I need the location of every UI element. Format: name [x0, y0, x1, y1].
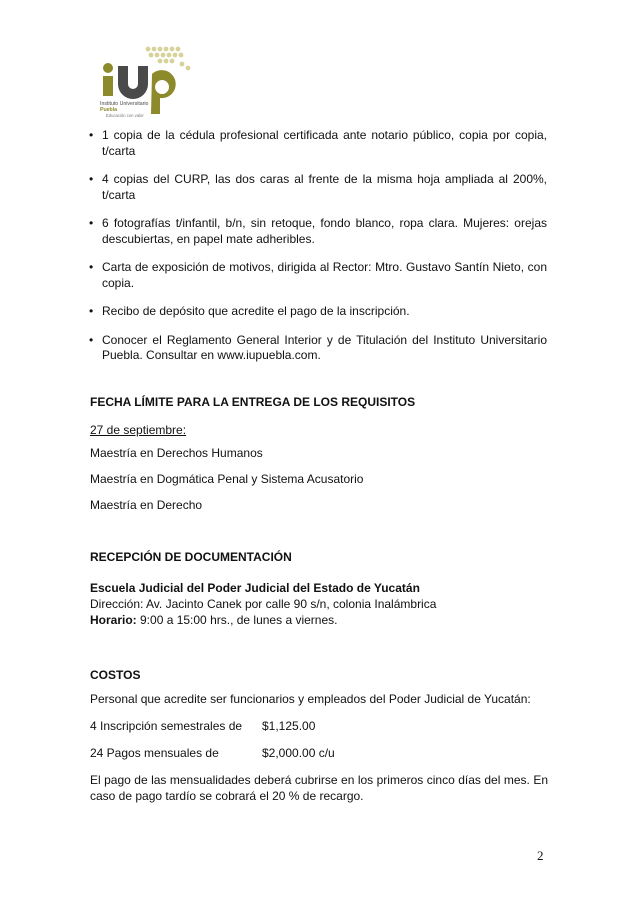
cost-label: 4 Inscripción semestrales de — [90, 719, 243, 733]
bullet-icon: • — [89, 216, 94, 230]
costos-note: El pago de las mensualidades deberá cubrirse en los primeros cinco días del mes. En caso de pago tardío se cobrará el 20 % de recargo. — [90, 773, 548, 803]
bullet-icon: • — [89, 304, 94, 318]
recepcion-place: Escuela Judicial del Poder Judicial del Estado de Yucatán — [90, 581, 420, 595]
bullet-icon: • — [89, 128, 94, 142]
bullet-icon: • — [89, 172, 94, 186]
cost-amount: $1,125.00 — [262, 719, 316, 733]
program-item: Maestría en Derechos Humanos — [90, 446, 263, 460]
list-item: • 4 copias del CURP, las dos caras al frente de la misma hoja ampliada al 200%, t/carta — [89, 172, 547, 202]
hours-value: 9:00 a 15:00 hrs., de lunes a viernes. — [136, 613, 338, 627]
recepcion-heading: RECEPCIÓN DE DOCUMENTACIÓN — [90, 550, 292, 564]
list-item: • 6 fotografías t/infantil, b/n, sin retoque, fondo blanco, ropa clara. Mujeres: orejas descubiertas, en papel mate adheribles. — [89, 216, 547, 246]
program-item: Maestría en Derecho — [90, 498, 203, 512]
costos-heading: COSTOS — [90, 668, 141, 682]
list-item: • Carta de exposición de motivos, dirigida al Rector: Mtro. Gustavo Santín Nieto, con copia. — [89, 260, 547, 290]
page-number: 2 — [537, 848, 544, 863]
cost-label: 24 Pagos mensuales de — [90, 746, 219, 760]
bullet-icon: • — [89, 260, 94, 274]
fecha-date: 27 de septiembre: — [90, 423, 187, 437]
fecha-heading: FECHA LÍMITE PARA LA ENTREGA DE LOS REQUISITOS — [90, 395, 416, 409]
cost-amount: $2,000.00 c/u — [262, 746, 335, 760]
iup-logo — [96, 44, 200, 120]
logo-line3: Educación con valor — [106, 113, 144, 118]
requirements-list — [89, 128, 547, 377]
logo-line1: Instituto Universitario — [100, 101, 149, 107]
program-item: Maestría en Dogmática Penal y Sistema Acusatorio — [90, 472, 364, 486]
costos-intro: Personal que acredite ser funcionarios y empleados del Poder Judicial de Yucatán: — [90, 692, 531, 706]
hours-label: Horario: — [90, 613, 137, 627]
recepcion-hours — [90, 613, 548, 629]
recepcion-address: Dirección: Av. Jacinto Canek por calle 90 s/n, colonia Inalámbrica — [90, 597, 437, 611]
list-item: • Conocer el Reglamento General Interior y de Titulación del Instituto Universitario Puebla. Consultar en www.iupuebla.com. — [89, 332, 547, 362]
list-item: • 1 copia de la cédula profesional certificada ante notario público, copia por copia, t/carta — [89, 128, 547, 158]
list-item: • Recibo de depósito que acredite el pago de la inscripción. — [89, 304, 410, 318]
bullet-icon: • — [89, 332, 94, 347]
logo-line2: Puebla — [100, 107, 118, 113]
